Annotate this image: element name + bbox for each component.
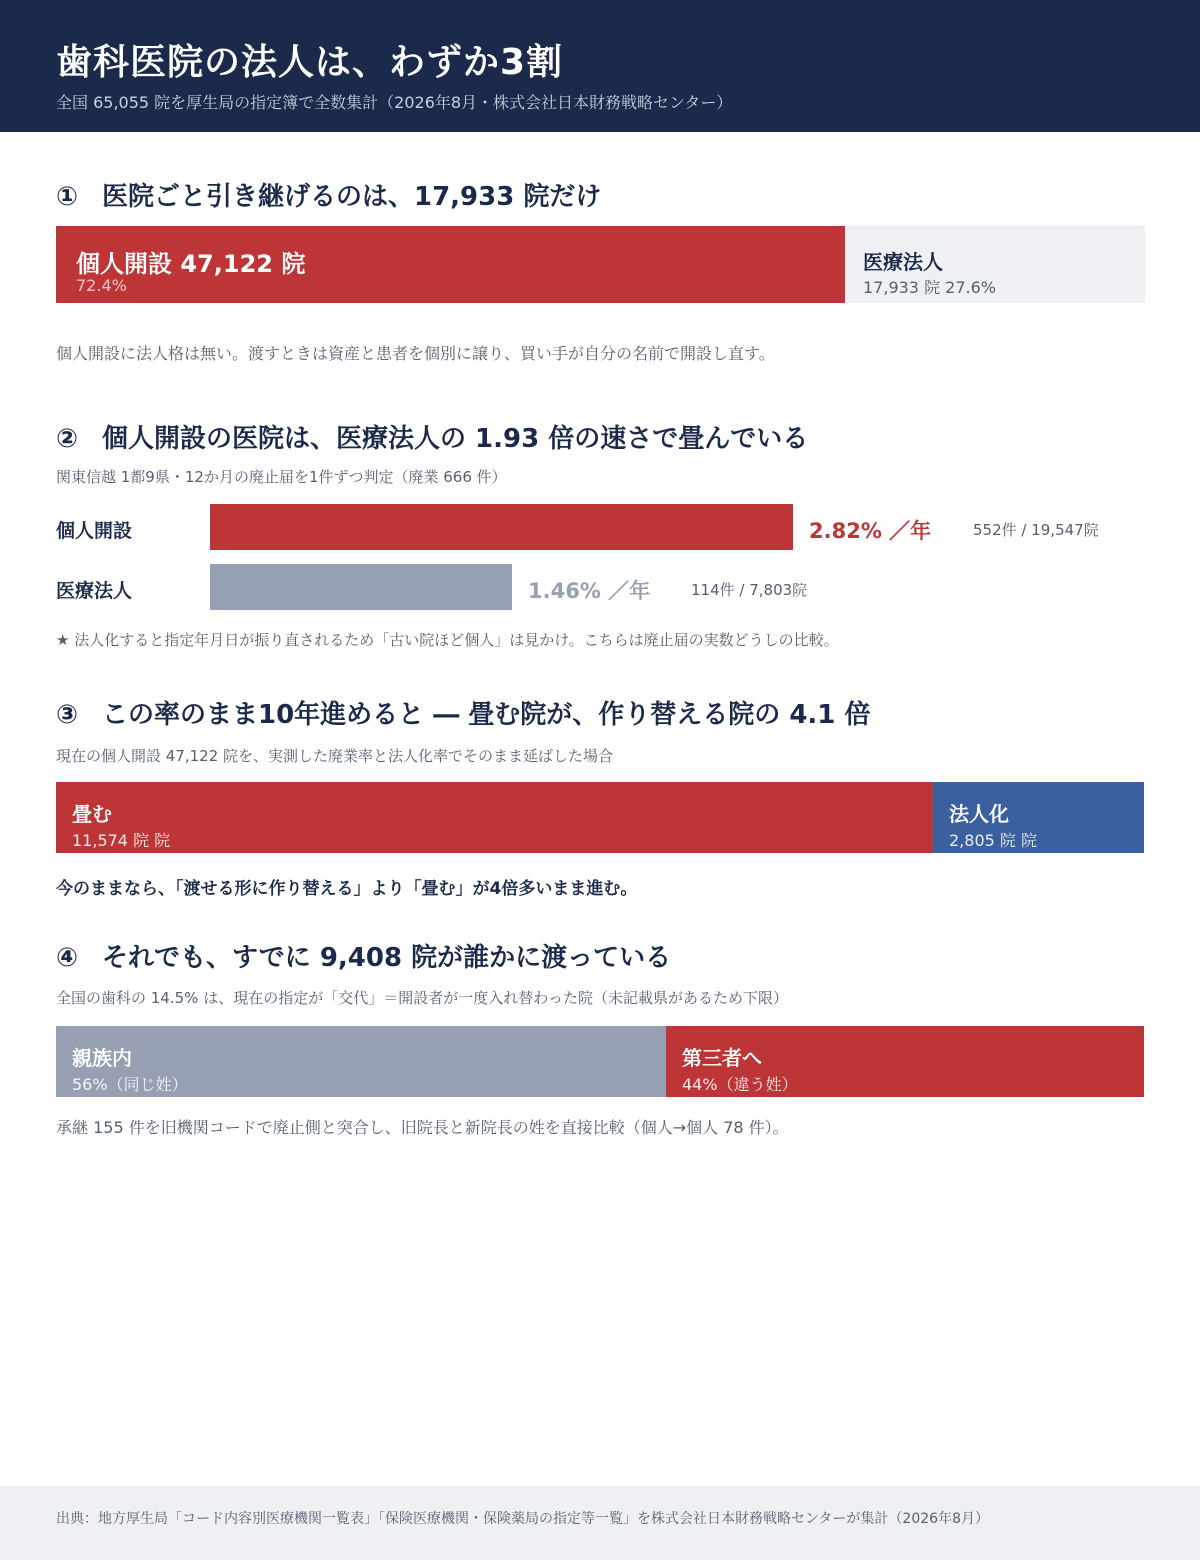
bar-value-corporate: 1.46% ／年 <box>528 579 651 603</box>
bar-value-individual: 2.82% ／年 <box>809 519 932 543</box>
section2-number: ② <box>56 424 79 454</box>
section1-heading-text: 医院ごと引き継げるのは、17,933 院だけ <box>102 182 602 212</box>
bar-label-corporate: 医療法人 <box>56 580 133 602</box>
segment-third-party-value: 44%（違う姓） <box>682 1075 798 1094</box>
segment-close <box>56 782 933 853</box>
section3-subtitle: 現在の個人開設 47,122 院を、実測した廃業率と法人化率でそのまま延ばした場合 <box>56 747 614 765</box>
section1-heading <box>56 176 601 213</box>
section4-number: ④ <box>56 943 79 973</box>
segment-label: 個人開設 47,122 院 <box>76 250 306 278</box>
segment-family <box>56 1026 666 1097</box>
page-title: 歯科医院の法人は、わずか3割 <box>56 42 564 83</box>
segment-close-value: 11,574 院 院 <box>72 831 171 850</box>
section2-footnote: ★ 法人化すると指定年月日が振り直されるため「古い院ほど個人」は見かけ。こちらは廃止届の実数どうしの比較。 <box>56 631 839 649</box>
segment-third-party-label: 第三者へ <box>682 1046 762 1070</box>
bar-individual <box>210 504 793 550</box>
section1-note: 個人開設に法人格は無い。渡すときは資産と患者を個別に譲り、買い手が自分の名前で開設し直す。 <box>56 344 775 363</box>
bar-corporate <box>210 564 512 610</box>
segment-incorporate-value: 2,805 院 院 <box>949 831 1037 850</box>
section1-number: ① <box>56 182 79 212</box>
section3-heading-text: この率のまま10年進めると ― 畳む院が、作り替える院の 4.1 倍 <box>102 700 871 730</box>
bar-detail-corporate: 114件 / 7,803院 <box>691 581 808 599</box>
segment-incorporate-label: 法人化 <box>949 802 1009 826</box>
segment-family-label: 親族内 <box>72 1046 132 1070</box>
segment-close-label: 畳む <box>72 802 112 826</box>
section2-heading <box>56 418 808 455</box>
section4-subtitle: 全国の歯科の 14.5% は、現在の指定が「交代」＝開設者が一度入れ替わった院（未記載県があるため下限） <box>56 989 789 1007</box>
section3-heading <box>56 694 870 731</box>
section4-note: 承継 155 件を旧機関コードで廃止側と突合し、旧院長と新院長の姓を直接比較（個人→個人 78 件）。 <box>56 1118 789 1137</box>
section4-heading <box>56 937 671 974</box>
page-subtitle: 全国 65,055 院を厚生局の指定簿で全数集計（2026年8月・株式会社日本財務戦略センター） <box>56 93 733 112</box>
segment-third-party <box>666 1026 1144 1097</box>
section4-heading-text: それでも、すでに 9,408 院が誰かに渡っている <box>102 943 672 973</box>
segment-value: 17,933 院 27.6% <box>863 278 996 297</box>
bar-label-individual: 個人開設 <box>56 520 133 542</box>
section2-subtitle: 関東信越 1都9県・12か月の廃止届を1件ずつ判定（廃業 666 件） <box>56 468 507 486</box>
footer <box>0 1486 1200 1560</box>
segment-percent: 72.4% <box>76 276 127 295</box>
segment-individual <box>56 226 845 303</box>
section3-conclusion: 今のままなら、「渡せる形に作り替える」より「畳む」が4倍多いまま進む。 <box>56 879 638 899</box>
segment-incorporate <box>933 782 1144 853</box>
section2-heading-text: 個人開設の医院は、医療法人の 1.93 倍の速さで畳んでいる <box>102 424 809 454</box>
bar-detail-individual: 552件 / 19,547院 <box>973 521 1099 539</box>
source-citation: 出典：地方厚生局「コード内容別医療機関一覧表」「保険医療機関・保険薬局の指定等一覧」を株式会社日本財務戦略センターが集計（2026年8月） <box>56 1511 989 1527</box>
header <box>0 0 1200 132</box>
segment-corporate <box>845 226 1145 303</box>
segment-label: 医療法人 <box>863 250 943 274</box>
section3-number: ③ <box>56 700 79 730</box>
segment-family-value: 56%（同じ姓） <box>72 1075 188 1094</box>
